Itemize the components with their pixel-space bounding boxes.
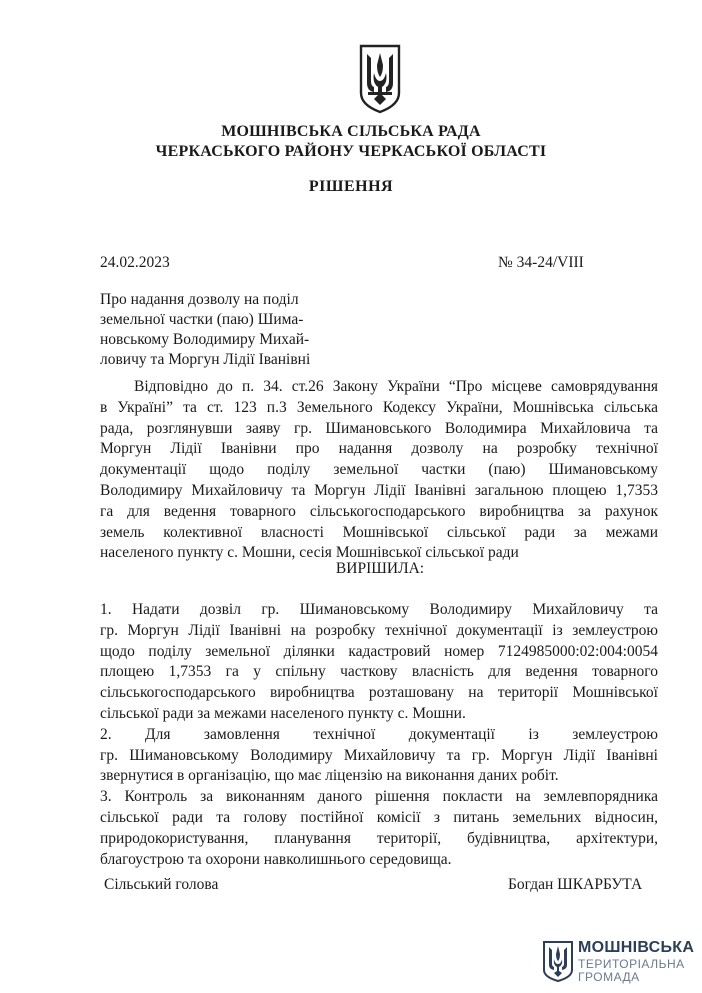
decision-subject	[100, 290, 370, 370]
resolved-heading: ВИРІШИЛА:	[335, 560, 425, 577]
item-line: звернутися в організацію, що має ліцензію на виконання даних робіт.	[100, 767, 559, 785]
decision-items	[100, 600, 658, 870]
community-logo	[542, 938, 695, 986]
subject-line: ловичу та Моргун Лідії Іванівні	[100, 351, 311, 368]
subject-line: земельної частки (паю) Шима-	[100, 311, 304, 328]
subject-line: Про надання дозволу на поділ	[100, 291, 299, 308]
decision-number: № 34-24/VIII	[498, 254, 584, 271]
decision-date: 24.02.2023	[100, 254, 170, 271]
item-line: сільської ради за межами населеного пункту с. Мошни.	[100, 704, 466, 722]
preamble-paragraph	[100, 377, 658, 564]
item-line: щодо поділу земельної ділянки кадастровий номер 7124985000:02:004:0054	[100, 642, 658, 660]
preamble-line: в Україні” та ст. 123 п.3 Земельного Кодексу України, Мошнівська сільська	[100, 398, 658, 416]
item-line: 2. Для замовлення технічної документації із землеустрою	[100, 725, 658, 743]
item-line: площею 1,7353 га у спільну часткову власність для ведення товарного	[100, 663, 658, 681]
item-line: гр. Моргун Лідії Іванівні на розробку технічної документації із землеустрою	[100, 621, 658, 639]
item-line: 3. Контроль за виконанням даного рішення покласти на землевпорядника	[100, 788, 658, 806]
logo-subtitle: ГРОМАДА	[578, 970, 640, 984]
item-line: 1. Надати дозвіл гр. Шимановському Володимиру Михайловичу та	[100, 601, 658, 618]
council-district: ЧЕРКАСЬКОГО РАЙОНУ ЧЕРКАСЬКОЇ ОБЛАСТІ	[155, 143, 547, 160]
item-line: гр. Шимановському Володимиру Михайловичу та гр. Моргун Лідії Іванівні	[100, 746, 658, 764]
logo-subtitle: ТЕРИТОРІАЛЬНА	[578, 957, 685, 971]
preamble-line: Моргун Лідії Іванівни про надання дозволу на розробку технічної	[100, 440, 658, 458]
item-line: природокористування, планування території, будівництва, архітектури,	[100, 829, 658, 847]
preamble-line: га для ведення товарного сільськогосподарського виробництва за рахунок	[100, 502, 658, 520]
item-line: сільської ради та голову постійної комісії з питань земельних відносин,	[100, 808, 658, 826]
signatory-name: Богдан ШКАРБУТА	[508, 876, 643, 893]
preamble-line: Володимиру Михайловичу та Моргун Лідії Іванівні загальною площею 1,7353	[100, 481, 658, 499]
council-name: МОШНІВСЬКА СІЛЬСЬКА РАДА	[221, 123, 481, 140]
preamble-line: рада, розглянувши заяву гр. Шимановського Володимира Михайловича та	[100, 419, 658, 437]
preamble-line: земель колективної власності Мошнівської сільської ради за межами	[100, 523, 658, 541]
subject-line: новському Володимиру Михай-	[100, 331, 310, 348]
trident-icon	[542, 940, 574, 982]
signatory-position: Сільський голова	[104, 876, 219, 893]
item-line: благоустрою та охорони навколишнього середовища.	[100, 850, 452, 868]
trident-emblem-icon	[358, 43, 402, 115]
document-title: РІШЕННЯ	[308, 178, 394, 195]
preamble-line: Відповідно до п. 34. ст.26 Закону України “Про місцеве самоврядування	[134, 378, 658, 395]
preamble-line: населеного пункту с. Мошни, сесія Мошнівської сільської ради	[100, 544, 519, 562]
item-line: сільськогосподарського виробництва розташовану на території Мошнівської	[100, 684, 658, 702]
preamble-line: документації щодо поділу земельної частки (паю) Шимановському	[100, 461, 658, 479]
logo-title: МОШНІВСЬКА	[578, 939, 695, 956]
